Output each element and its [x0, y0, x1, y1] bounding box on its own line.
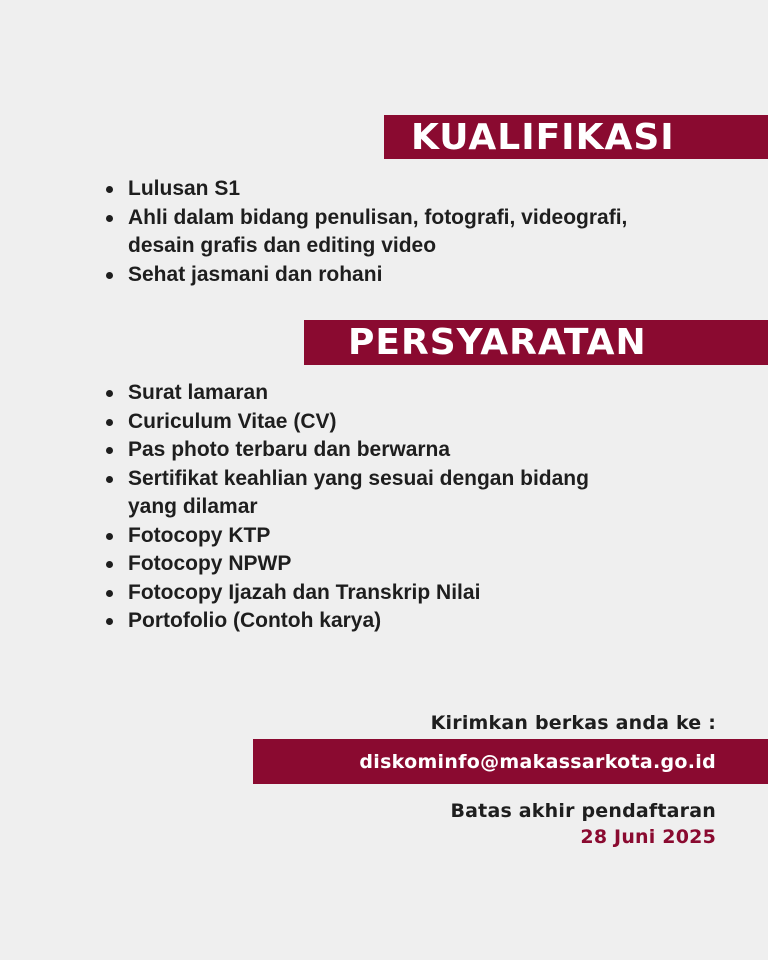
- deadline-date: 28 Juni 2025: [580, 826, 716, 848]
- list-item-text: Pas photo terbaru dan berwarna: [128, 438, 451, 461]
- list-item-text: Surat lamaran: [128, 381, 269, 404]
- bullet-icon: [106, 447, 113, 454]
- persyaratan-heading-banner: [304, 320, 768, 365]
- bullet-icon: [106, 186, 113, 193]
- list-item: [104, 204, 627, 261]
- list-item-text-continued: yang dilamar: [128, 495, 258, 518]
- list-item: [104, 261, 627, 290]
- list-item-text: Ahli dalam bidang penulisan, fotografi, videografi,: [128, 205, 628, 229]
- list-item-text: Fotocopy KTP: [128, 523, 271, 547]
- list-item: [104, 522, 589, 551]
- deadline-label: Batas akhir pendaftaran: [450, 800, 716, 822]
- bullet-icon: [106, 272, 113, 279]
- bullet-icon: [106, 419, 113, 426]
- list-item-text: Fotocopy Ijazah dan Transkrip Nilai: [128, 580, 481, 604]
- bullet-icon: [106, 390, 113, 397]
- list-item-text: Fotocopy NPWP: [128, 552, 292, 575]
- list-item-text: Portofolio (Contoh karya): [128, 609, 382, 632]
- list-item: [104, 465, 589, 522]
- list-item: [104, 379, 589, 408]
- list-item: [104, 579, 589, 608]
- kualifikasi-list: [104, 175, 627, 289]
- bullet-icon: [106, 533, 113, 540]
- send-files-label: Kirimkan berkas anda ke :: [430, 712, 716, 734]
- list-item-text: Sertifikat keahlian yang sesuai dengan bidang: [128, 466, 589, 490]
- list-item-text: Sehat jasmani dan rohani: [128, 262, 383, 286]
- email-banner: [253, 739, 768, 784]
- persyaratan-heading: PERSYARATAN: [348, 322, 647, 363]
- kualifikasi-heading: KUALIFIKASI: [411, 116, 675, 158]
- kualifikasi-heading-banner: [384, 115, 768, 159]
- list-item-text-continued: desain grafis dan editing video: [128, 234, 437, 257]
- list-item: [104, 408, 589, 437]
- bullet-icon: [106, 215, 113, 222]
- list-item-text: Curiculum Vitae (CV): [128, 409, 337, 433]
- bullet-icon: [106, 561, 113, 568]
- list-item: [104, 175, 627, 204]
- bullet-icon: [106, 590, 113, 597]
- bullet-icon: [106, 618, 113, 625]
- list-item-text: Lulusan S1: [128, 177, 241, 200]
- list-item: [104, 607, 589, 636]
- persyaratan-list: [104, 379, 589, 636]
- list-item: [104, 436, 589, 465]
- list-item: [104, 550, 589, 579]
- bullet-icon: [106, 476, 113, 483]
- email-address: diskominfo@makassarkota.go.id: [359, 750, 716, 773]
